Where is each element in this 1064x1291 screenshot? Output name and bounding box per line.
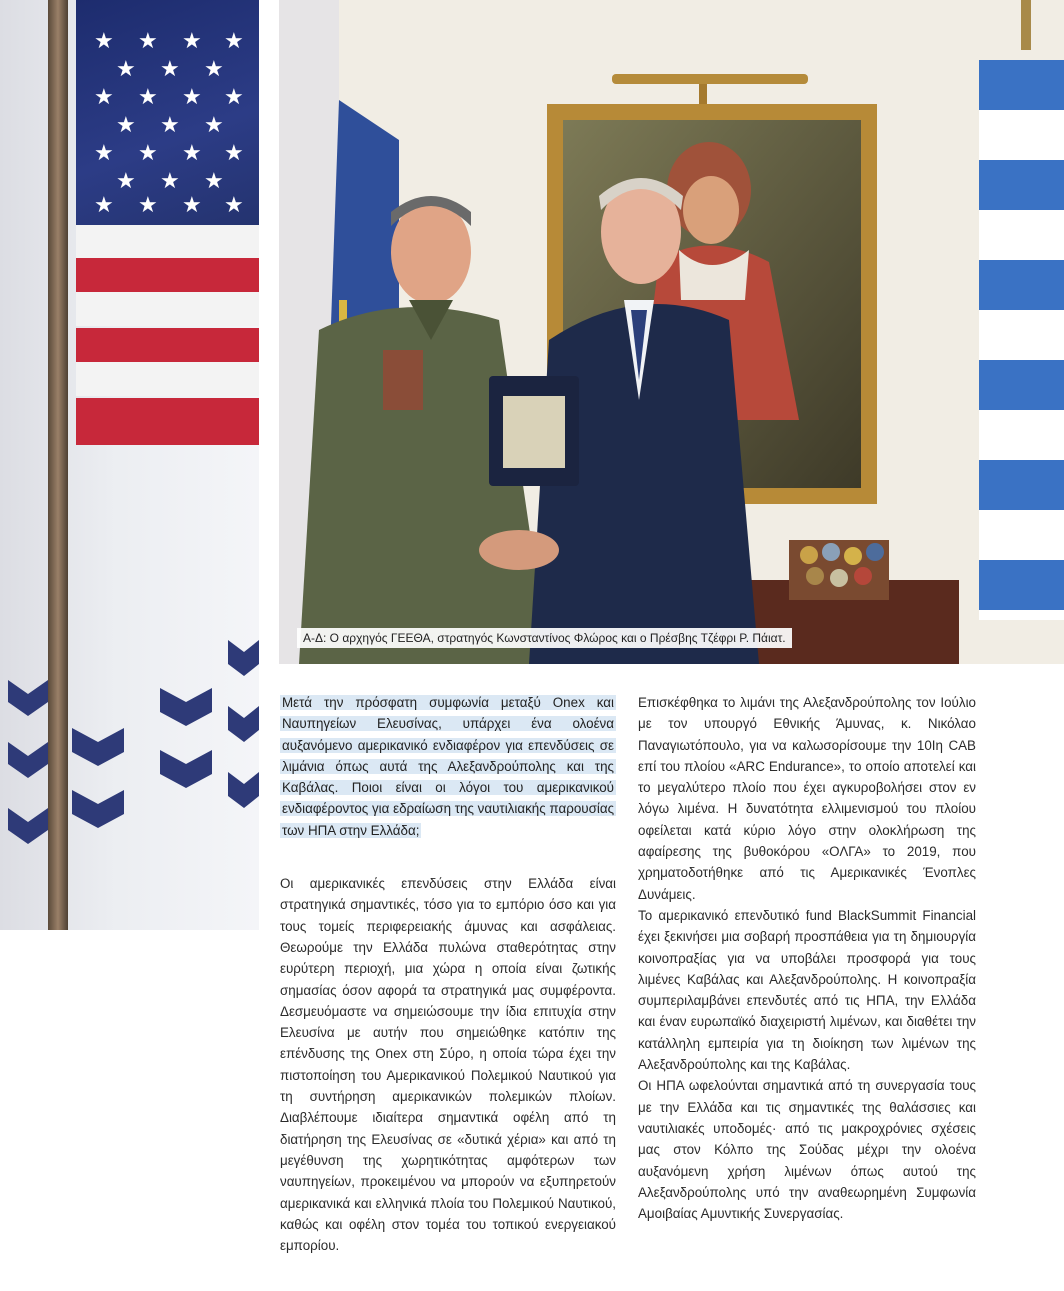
answer-paragraph-3: Το αμερικανικό επενδυτικό fund BlackSummit Financial έχει ξεκινήσει μια σοβαρή προσπάθεια για τη δημιουργία κοινοπραξίας για να υποβάλει προσφορά για τους λιμένες Καβάλας και Αλεξανδρούπολης. Η κοινοπραξία συμπεριλαμβάνει επενδυτές από τις ΗΠΑ, την Ελλάδα και έναν ευρωπαϊκό διαχειριστή λιμένων, και διαθέτει την κατάλληλη εμπειρία για τη διοίκηση των λιμένων της Αλεξανδρούπολης και της Καβάλας. — [638, 907, 976, 1073]
article-column-right — [638, 692, 976, 1224]
picture-lamp — [612, 74, 808, 84]
answer-paragraph-1: Οι αμερικανικές επενδύσεις στην Ελλάδα είναι στρατηγικά σημαντικές, τόσο για το εμπόριο όσο και για τους τομείς περιφερειακής άμυνας και ασφάλειας. Θεωρούμε την Ελλάδα πυλώνα σταθερότητας στην ευρύτερη περιοχή, μια χώρα η οποία είναι ζωτικής σημασίας όσον αφορά τα στρατηγικά μας συμφέροντα. Δεσμευόμαστε να σημειώσουμε την ίδια επιτυχία στην Ελευσίνα με αυτήν που σημειώθηκε κατόπιν της επένδυσης της Onex στη Σύρο, η οποία τώρα έχει την πιστοποίηση του Αμερικανικού Πολεμικού Ναυτικού για τη συντήρηση αμερικανικών πολεμικών πλοίων. Διαβλέπουμε ιδιαίτερα σημαντικά οφέλη από τη διατήρηση της Ελευσίνας σε «δυτικά χέρια» και από τη μεγέθυνση της χωρητικότητας αμφότερων των ναυπηγείων, προκειμένου να μπορούν να εξυπηρετούν αμερικανικά και ελληνικά πλοία του Πολεμικού Ναυτικού, καθώς και οφέλη στον τομέα του τοπικού ενεργειακού εμπορίου. — [280, 876, 616, 1254]
left-flag-photo — [0, 0, 259, 930]
handshake — [479, 530, 559, 570]
main-photo — [279, 0, 1064, 664]
answer-paragraph-2: Επισκέφθηκα το λιμάνι της Αλεξανδρούπολης τον Ιούλιο με τον υπουργό Εθνικής Άμυνας, κ. Νικόλαο Παναγιωτόπουλο, για να καλωσορίσουμε την 10Ιη CAB επί του πλοίου «ARC Endurance», το οποίο αποτελεί και το μεγαλύτερο πλοίο που έχει αγκυροβολήσει στον εν λόγω λιμένα. Η δυνατότητα ελλιμενισμού του πλοίου οφείλεται κατά κύριο λόγο στην ολοκλήρωση της αφαίρεσης της βυθοκόρου «ΟΛΓΑ» το 2019, που χρηματοδοτήθηκε από τις Αμερικανικές Ένοπλες Δυνάμεις. — [638, 695, 976, 902]
interview-question — [280, 692, 616, 841]
main-photo-illustration — [279, 0, 1064, 664]
interview-question-text: Μετά την πρόσφατη συμφωνία μεταξύ Onex και Ναυπηγείων Ελευσίνας, υπάρχει ένα ολοένα αυξανόμενο αμερικανικό ενδιαφέρον για επενδύσεις σε λιμάνια όπως αυτά της Αλεξανδρούπολης και της Καβάλας. Ποιοι είναι οι λόγοι του αμερικανικού ενδιαφέροντος για εδραίωση της ναυτιλιακής παρουσίας των ΗΠΑ στην Ελλάδα; — [282, 695, 615, 838]
chevron-wall-pattern — [0, 0, 259, 930]
photo-caption: Α-Δ: Ο αρχηγός ΓΕΕΘΑ, στρατηγός Κωνσταντίνος Φλώρος και ο Πρέσβης Τζέφρι Ρ. Πάιατ. — [297, 628, 792, 648]
answer-paragraph-4: Οι ΗΠΑ ωφελούνται σημαντικά από τη συνεργασία τους με την Ελλάδα και τις σημαντικές της θαλάσσιες και ναυτιλιακές υποδομές· από τις μακροχρόνιες σχέσεις μας στον Κόλπο της Σούδας μέχρι την ολοένα αυξανόμενη χρήση λιμένων όπως αυτού της Αλεξανδρούπολης υπό την αναθεωρημένη Συμφωνία Αμοιβαίας Αμυντικής Συνεργασίας. — [638, 1078, 976, 1222]
greek-flag — [979, 60, 1064, 620]
article-column-left — [280, 692, 616, 1256]
us-flag: ★ ★ ★ ★ ★ ★ ★ ★ ★ ★ ★ ★ ★ ★ ★ ★ ★ ★ ★ ★ ★ ★ ★ ★ ★ — [76, 0, 259, 445]
